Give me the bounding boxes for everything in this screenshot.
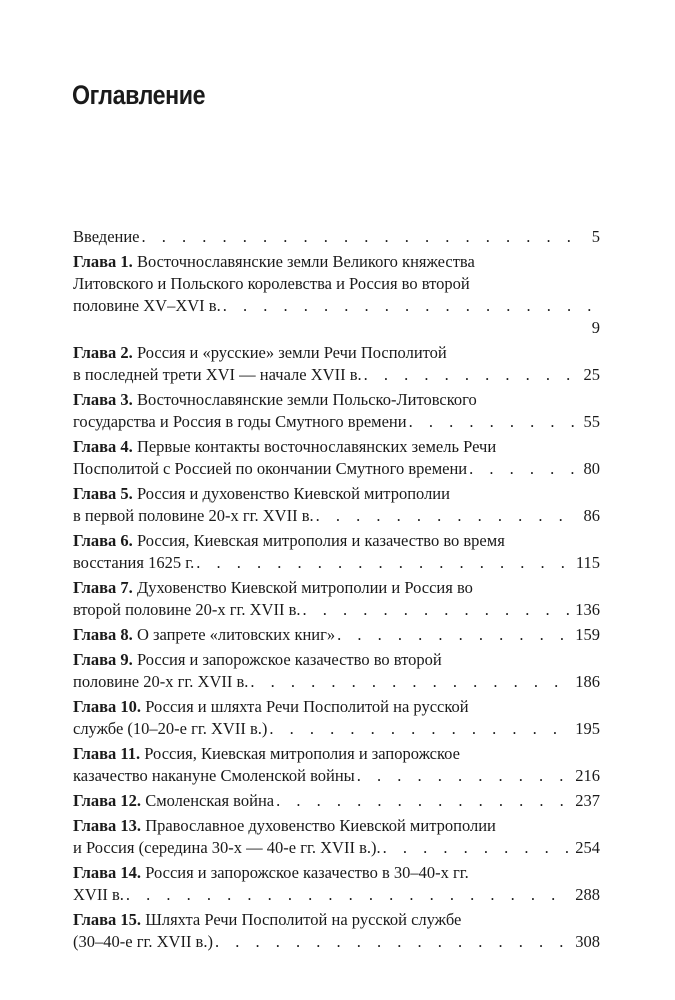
entry-title-line: Восточнославянские земли Великого княжества [136,252,475,271]
table-of-contents [73,226,600,956]
dot-leader [357,765,570,787]
chapter-label: Глава 4. [73,437,133,456]
toc-entry[interactable] [73,696,600,740]
page-number: 237 [575,791,600,810]
dot-leader [409,411,574,433]
entry-title-line: Смоленская война [145,791,275,810]
chapter-label: Глава 5. [73,484,133,503]
entry-title-line: Духовенство Киевской митрополии и Россия во [136,578,473,597]
entry-title-line: восстания 1625 г. [73,553,195,572]
toc-entry[interactable] [73,483,600,527]
toc-entry[interactable] [73,251,600,339]
toc-entry[interactable] [73,530,600,574]
toc-entry[interactable] [73,649,600,693]
chapter-label: Глава 2. [73,343,133,362]
dot-leader [364,364,574,386]
toc-entry[interactable] [73,862,600,906]
dot-leader [142,226,574,248]
entry-title-line: второй половине 20-х гг. XVII в. [73,600,301,619]
dot-leader [469,458,574,480]
chapter-label: Глава 9. [73,650,133,669]
chapter-label: Глава 3. [73,390,133,409]
page-number: 86 [583,506,600,525]
chapter-label: Глава 8. [73,625,133,644]
page-number: 115 [575,553,600,572]
chapter-label: Глава 1. [73,252,133,271]
page-number: 80 [583,459,600,478]
toc-entry[interactable] [73,790,600,812]
entry-title-line: Россия и шляхта Речи Посполитой на русской [145,697,469,716]
entry-title-line: Первые контакты восточнославянских земель Речи [136,437,497,456]
chapter-label: Глава 10. [73,697,142,716]
toc-entry[interactable] [73,389,600,433]
entry-title-line: Литовского и Польского королевства и Россия во второй [73,274,470,293]
chapter-label: Глава 12. [73,791,142,810]
dot-leader [276,790,569,812]
chapter-label: Глава 7. [73,578,133,597]
page-number: 136 [575,600,600,619]
page-number: 288 [575,885,600,904]
entry-title-line: О запрете «литовских книг» [136,625,336,644]
dot-leader [383,837,570,859]
toc-entry[interactable] [73,342,600,386]
entry-title-line: Россия и «русские» земли Речи Посполитой [136,343,447,362]
page-number: 9 [591,318,600,337]
entry-title-line: (30–40-е гг. XVII в.) [73,932,213,951]
dot-leader [337,624,569,646]
entry-title-line: в первой половине 20-х гг. XVII в. [73,506,314,525]
entry-title-line: Россия и запорожское казачество во второй [136,650,442,669]
entry-title-line: казачество накануне Смоленской войны [73,766,355,785]
page-number: 308 [575,932,600,951]
toc-entry[interactable] [73,436,600,480]
entry-title-line: Россия и духовенство Киевской митрополии [136,484,450,503]
toc-entry[interactable] [73,577,600,621]
entry-title-line: половине XV–XVI в. [73,296,221,315]
chapter-label: Глава 14. [73,863,142,882]
dot-leader [250,671,569,693]
entry-title-line: Посполитой с Россией по окончании Смутного времени [73,459,468,478]
toc-entry[interactable] [73,226,600,248]
entry-title-line: в последней трети XVI — начале XVII в. [73,365,362,384]
dot-leader [302,599,569,621]
page-number: 195 [575,719,600,738]
entry-title-line: службе (10–20-е гг. XVII в.) [73,719,268,738]
entry-title-line: государства и Россия в годы Смутного времени [73,412,407,431]
entry-title-line: Восточнославянские земли Польско-Литовского [136,390,477,409]
toc-entry[interactable] [73,909,600,953]
entry-title-line: Введение [73,227,140,246]
dot-leader [223,295,594,317]
toc-entry[interactable] [73,743,600,787]
dot-leader [215,931,569,953]
page-number: 254 [575,838,600,857]
entry-title-line: Шляхта Речи Посполитой на русской службе [145,910,462,929]
dot-leader [126,884,569,906]
page-number: 55 [583,412,600,431]
toc-entry[interactable] [73,815,600,859]
chapter-label: Глава 13. [73,816,142,835]
entry-title-line: Россия, Киевская митрополия и казачество во время [136,531,505,550]
entry-title-line: Россия и запорожское казачество в 30–40-х гг. [145,863,469,882]
dot-leader [196,552,570,574]
page-title: Оглавление [72,80,206,110]
entry-title-line: XVII в. [73,885,124,904]
page-number: 5 [591,227,600,246]
page-number: 216 [575,766,600,785]
entry-title-line: и Россия (середина 30-х — 40-е гг. XVII в.). [73,838,381,857]
page-number: 159 [575,625,600,644]
chapter-label: Глава 6. [73,531,133,550]
toc-entry[interactable] [73,624,600,646]
chapter-label: Глава 15. [73,910,142,929]
dot-leader [269,718,569,740]
page-number: 186 [575,672,600,691]
chapter-label: Глава 11. [73,744,141,763]
entry-title-line: Россия, Киевская митрополия и запорожское [144,744,460,763]
page-number: 25 [583,365,600,384]
entry-title-line: Православное духовенство Киевской митрополии [145,816,496,835]
entry-title-line: половине 20-х гг. XVII в. [73,672,249,691]
dot-leader [316,505,574,527]
